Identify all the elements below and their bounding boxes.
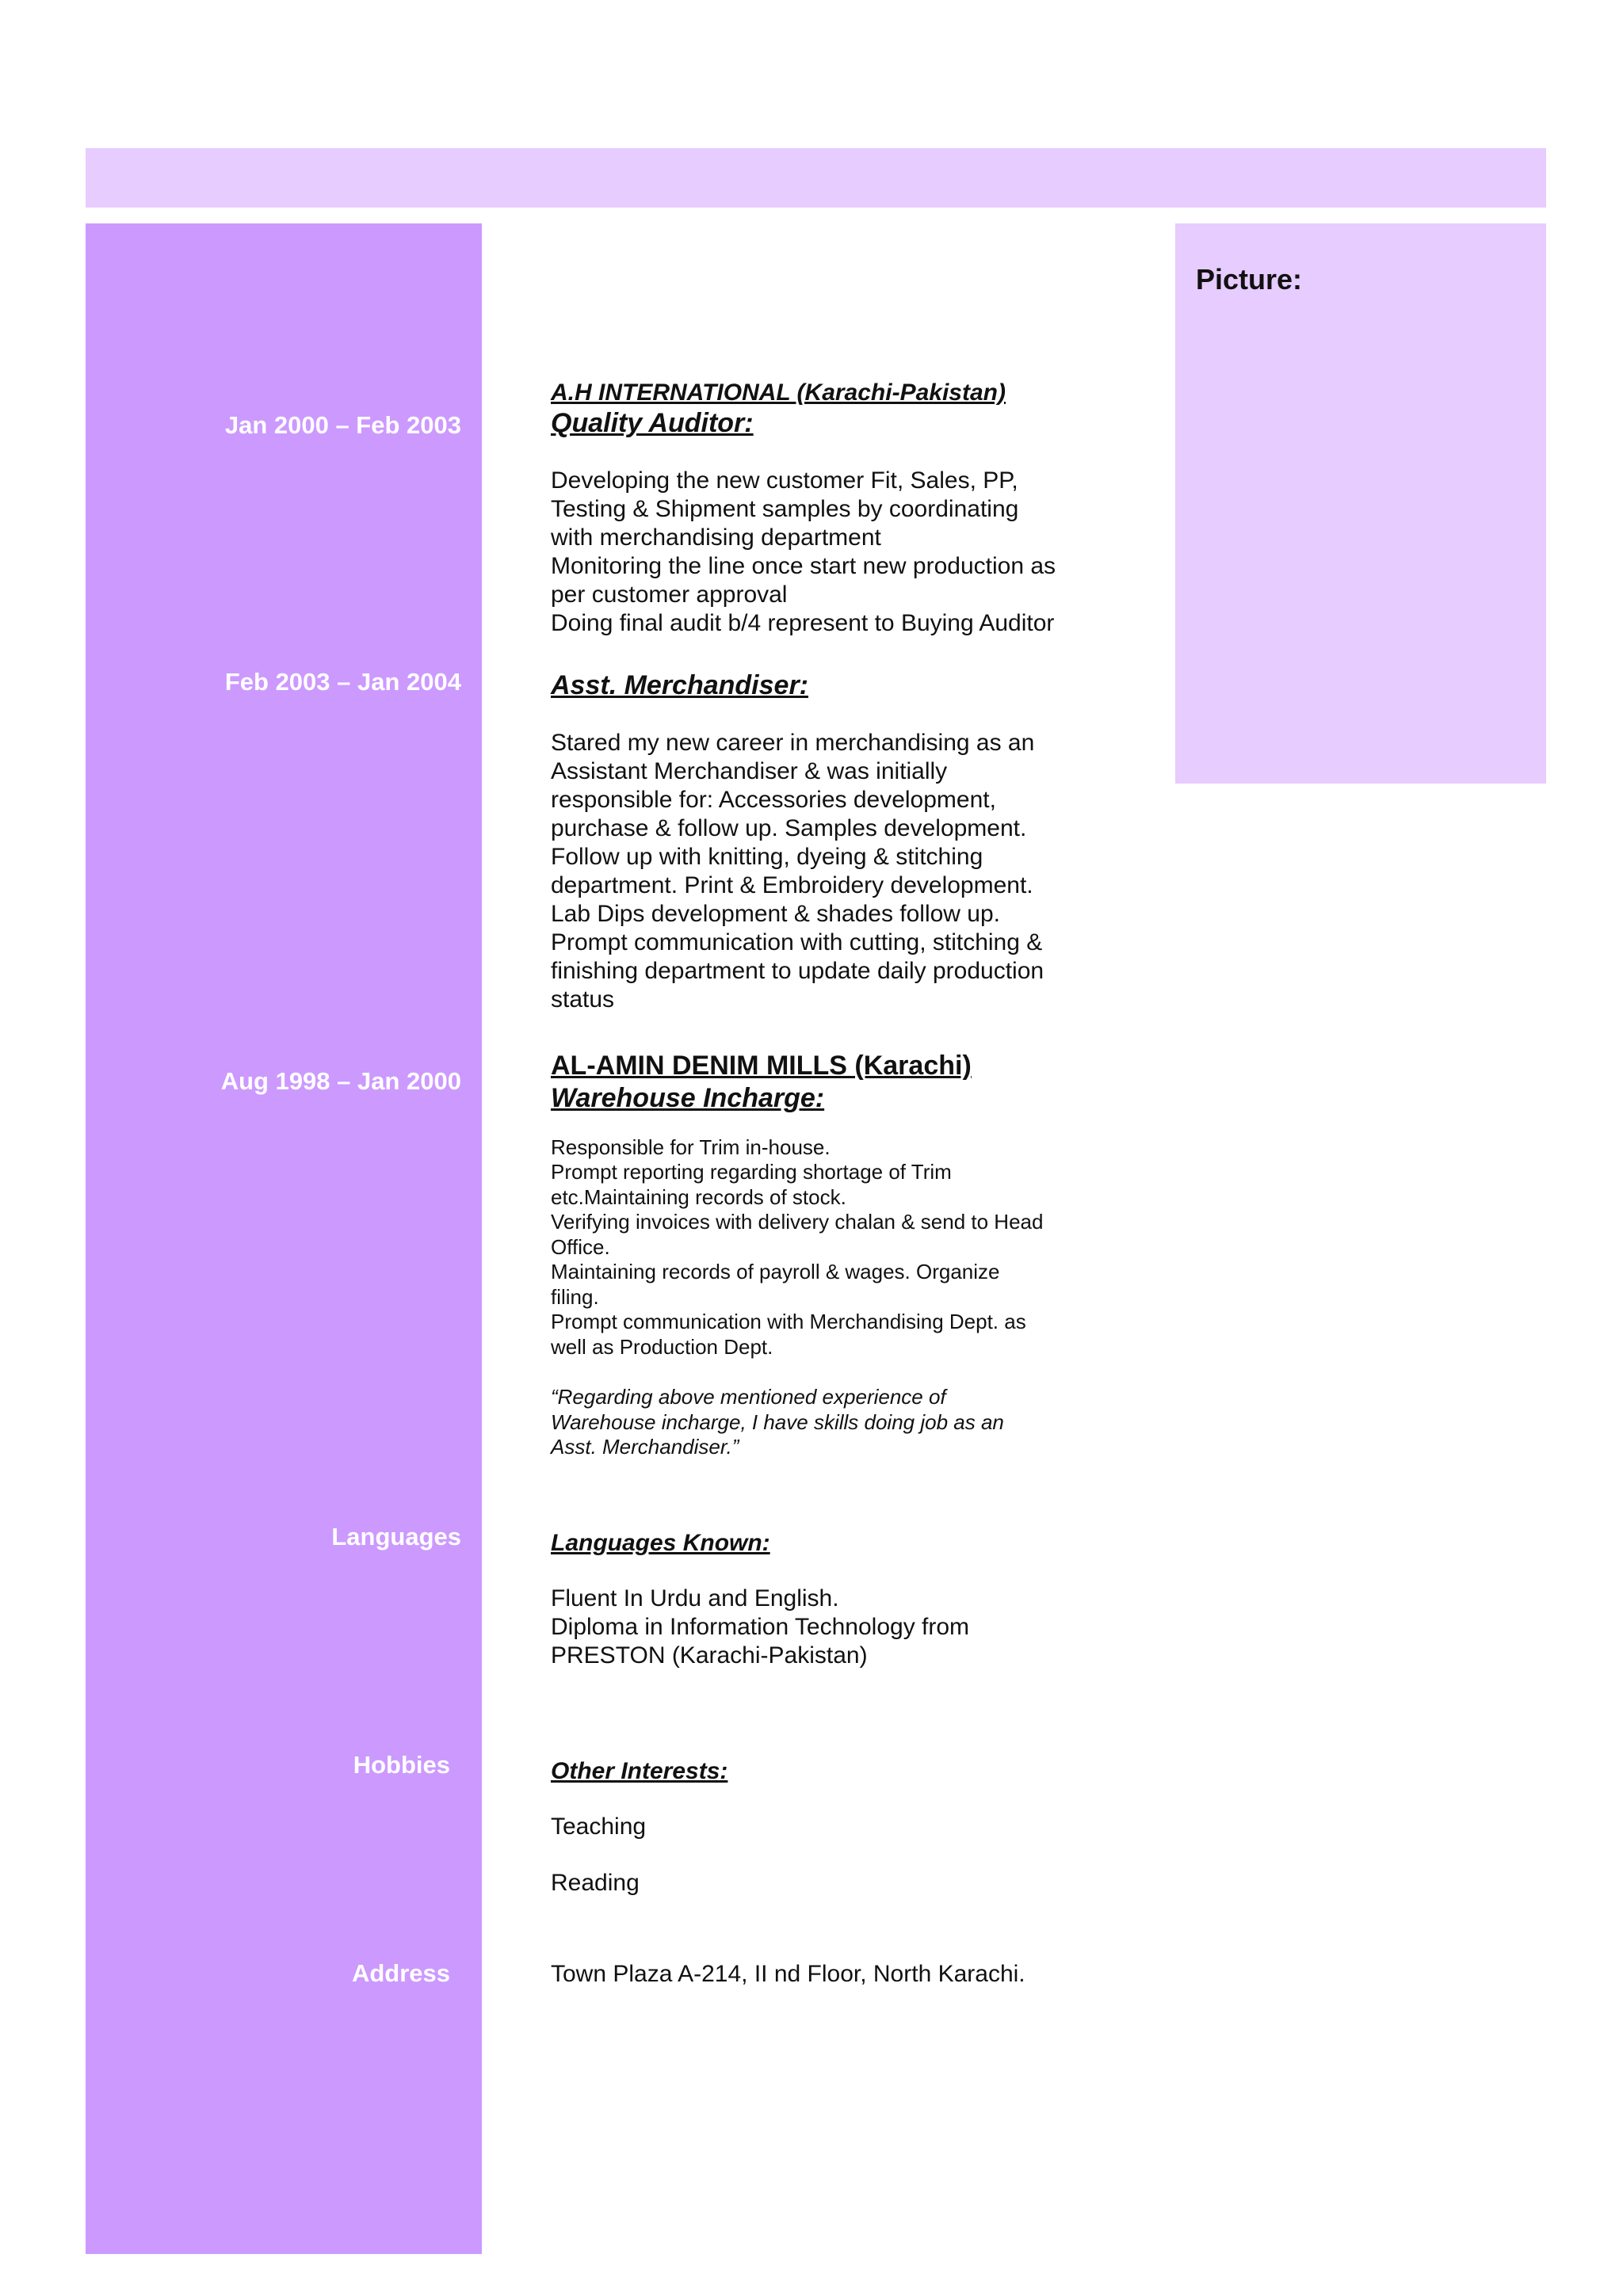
description-line: Prompt reporting regarding shortage of Trim [551,1160,952,1184]
interests-section [551,1757,1106,1897]
description-line: Stared my new career in merchandising as an [551,729,1035,756]
job-title: Warehouse Incharge: [551,1082,825,1113]
description-line: Prompt communication with Merchandising Dept. as [551,1310,1026,1334]
description-line: Prompt communication with cutting, stitching & [551,929,1043,955]
date-ah-international: Jan 2000 – Feb 2003 [224,411,461,439]
job-description [551,467,1106,638]
description-line: Maintaining records of payroll & wages. Organize [551,1260,1000,1284]
picture-placeholder [1175,223,1546,784]
header-bar [86,148,1546,208]
description-line: Developing the new customer Fit, Sales, PP, [551,467,1018,494]
description-line: Testing & Shipment samples by coordinating [551,495,1019,522]
sidebar-label-languages: Languages [331,1523,461,1550]
sidebar [86,223,482,2254]
languages-line: Fluent In Urdu and English. [551,1585,839,1611]
job-title: Quality Auditor: [551,408,754,438]
description-line: status [551,986,615,1013]
company-name: AL-AMIN DENIM MILLS (Karachi) [551,1051,972,1081]
description-line: Assistant Merchandiser & was initially [551,757,948,784]
description-line: Office. [551,1234,610,1259]
languages-line: Diploma in Information Technology from [551,1614,970,1640]
description-line: filing. [551,1284,599,1309]
languages-line: PRESTON (Karachi-Pakistan) [551,1642,868,1669]
job-title: Asst. Merchandiser: [551,670,808,700]
experience-al-amin [551,1050,1106,1460]
job-description [551,1135,1106,1360]
description-line: well as Production Dept. [551,1334,773,1359]
date-asst-merchandiser: Feb 2003 – Jan 2004 [224,668,461,696]
quote-line: “Regarding above mentioned experience of [551,1385,946,1409]
description-line: purchase & follow up. Samples development. [551,814,1027,841]
description-line: Verifying invoices with delivery chalan & send to Head [551,1210,1044,1234]
description-line: Doing final audit b/4 represent to Buying Auditor [551,609,1055,636]
interest-item: Teaching [551,1814,647,1840]
interests-heading: Other Interests: [551,1758,728,1784]
description-line: with merchandising department [551,524,881,551]
date-al-amin: Aug 1998 – Jan 2000 [220,1067,461,1095]
description-line: etc.Maintaining records of stock. [551,1184,846,1209]
job-description [551,729,1106,1014]
address-text: Town Plaza A-214, II nd Floor, North Karachi. [551,1961,1025,1987]
description-line: responsible for: Accessories development, [551,786,996,813]
description-line: per customer approval [551,581,788,608]
experience-asst-merchandiser [551,669,1106,1014]
quote-line: Warehouse incharge, I have skills doing job as an [551,1409,1004,1434]
experience-ah-international [551,379,1106,638]
languages-section [551,1529,1106,1670]
quote-line: Asst. Merchandiser.” [551,1435,739,1459]
company-name: A.H INTERNATIONAL (Karachi-Pakistan) [551,379,1006,406]
languages-heading: Languages Known: [551,1530,770,1556]
description-line: Lab Dips development & shades follow up. [551,900,1001,927]
languages-body [551,1585,1106,1670]
description-line: Responsible for Trim in-house. [551,1135,831,1159]
experience-quote [551,1385,1106,1460]
description-line: finishing department to update daily production [551,957,1044,984]
interest-item: Reading [551,1870,640,1896]
sidebar-label-address: Address [351,1959,450,1987]
description-line: department. Print & Embroidery development. [551,871,1033,898]
picture-label: Picture: [1196,263,1303,296]
description-line: Monitoring the line once start new production as [551,552,1056,579]
description-line: Follow up with knitting, dyeing & stitching [551,843,983,870]
sidebar-label-hobbies: Hobbies [353,1751,450,1779]
